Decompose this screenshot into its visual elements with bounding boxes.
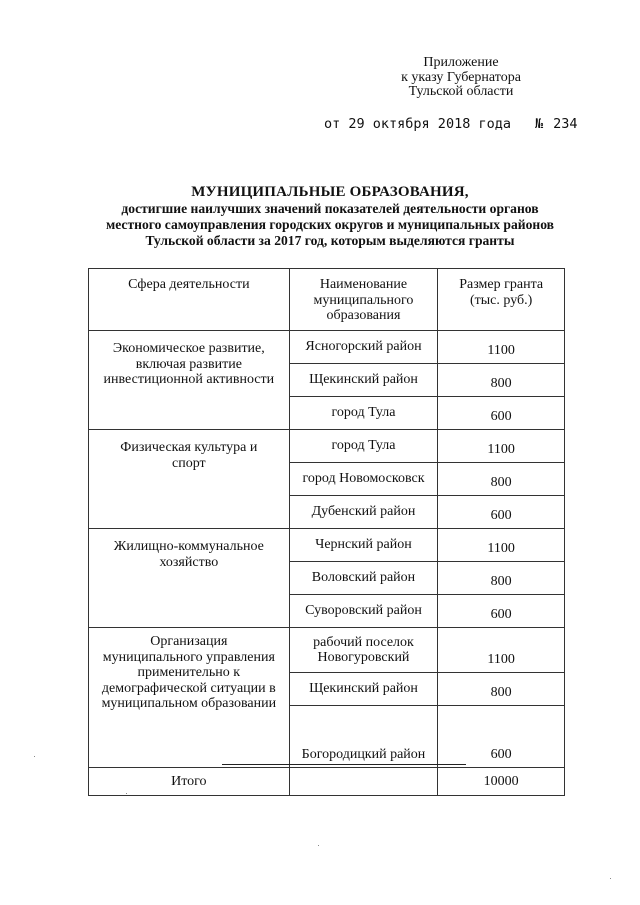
municipality-cell: Богородицкий район bbox=[289, 706, 438, 768]
table-row bbox=[89, 529, 565, 562]
table-row bbox=[89, 430, 565, 463]
appendix-line-3: Тульской области bbox=[408, 84, 514, 99]
municipality-cell: Щекинский район bbox=[289, 364, 438, 397]
scan-speck bbox=[126, 793, 127, 794]
total-row bbox=[89, 768, 565, 796]
municipality-cell: Ясногорский район bbox=[289, 331, 438, 364]
municipality-cell: город Новомосковск bbox=[289, 463, 438, 496]
amount-cell: 1100 bbox=[438, 430, 565, 463]
amount-cell: 800 bbox=[438, 673, 565, 706]
municipality-cell: Чернский район bbox=[289, 529, 438, 562]
order-from: от bbox=[324, 116, 341, 132]
sphere-text: Организация муниципального управления применительно к демографической ситуации в муниципальном образовании bbox=[101, 634, 277, 711]
amount-cell: 1100 bbox=[438, 628, 565, 673]
municipality-cell: Щекинский район bbox=[289, 673, 438, 706]
grants-table bbox=[88, 268, 565, 796]
title-sub-line-1: достигшие наилучших значений показателей деятельности органов bbox=[121, 201, 539, 216]
title-sub-line-2: местного самоуправления городских округов и муниципальных районов bbox=[105, 217, 555, 232]
appendix-line-2: к указу Губернатора bbox=[401, 69, 521, 85]
total-empty-cell bbox=[289, 768, 438, 796]
sphere-cell: Экономическое развитие, включая развитие инвестиционной активности bbox=[89, 331, 290, 430]
header-grant bbox=[438, 269, 565, 331]
municipality-cell: Воловский район bbox=[289, 562, 438, 595]
amount-cell: 1100 bbox=[438, 529, 565, 562]
amount-cell: 600 bbox=[438, 706, 565, 768]
title-main: МУНИЦИПАЛЬНЫЕ ОБРАЗОВАНИЯ, bbox=[191, 184, 469, 200]
sphere-text: Жилищно-коммунальное хозяйство bbox=[113, 539, 264, 570]
municipality-cell: город Тула bbox=[289, 397, 438, 430]
header-grant-text: Размер гранта (тыс. руб.) bbox=[459, 277, 544, 308]
amount-cell: 1100 bbox=[438, 331, 565, 364]
title-sub-line-3: Тульской области за 2017 год, которым выделяются гранты bbox=[145, 233, 515, 248]
scan-speck bbox=[34, 756, 35, 757]
amount-cell: 800 bbox=[438, 562, 565, 595]
order-number-sign: № bbox=[534, 116, 544, 132]
scan-speck bbox=[610, 878, 611, 879]
appendix-note bbox=[378, 56, 544, 100]
sphere-text: Физическая культура и спорт bbox=[120, 440, 258, 471]
total-label: Итого bbox=[89, 768, 290, 796]
amount-cell: 800 bbox=[438, 463, 565, 496]
table-row bbox=[89, 331, 565, 364]
sphere-cell bbox=[89, 529, 290, 628]
appendix-line-1: Приложение bbox=[423, 55, 499, 70]
scan-speck bbox=[318, 845, 319, 846]
municipality-cell bbox=[289, 628, 438, 673]
header-sphere: Сфера деятельности bbox=[89, 269, 290, 331]
table-header-row bbox=[89, 269, 565, 331]
bottom-divider bbox=[222, 764, 466, 765]
sphere-cell bbox=[89, 628, 290, 768]
header-municipality bbox=[289, 269, 438, 331]
header-municipality-text: Наименование муниципального образования bbox=[313, 277, 414, 323]
order-date: 29 октября 2018 года bbox=[348, 116, 511, 132]
municipality-cell: город Тула bbox=[289, 430, 438, 463]
municipality-cell: Дубенский район bbox=[289, 496, 438, 529]
sphere-cell bbox=[89, 430, 290, 529]
municipality-cell: Суворовский район bbox=[289, 595, 438, 628]
order-number: 234 bbox=[553, 116, 578, 132]
amount-cell: 600 bbox=[438, 496, 565, 529]
amount-cell: 800 bbox=[438, 364, 565, 397]
document-title bbox=[80, 183, 580, 249]
order-date-number bbox=[324, 116, 578, 132]
amount-cell: 600 bbox=[438, 397, 565, 430]
total-amount: 10000 bbox=[438, 768, 565, 796]
amount-cell: 600 bbox=[438, 595, 565, 628]
municipality-text: рабочий поселок Новогуровский bbox=[313, 634, 414, 665]
table-row bbox=[89, 628, 565, 673]
